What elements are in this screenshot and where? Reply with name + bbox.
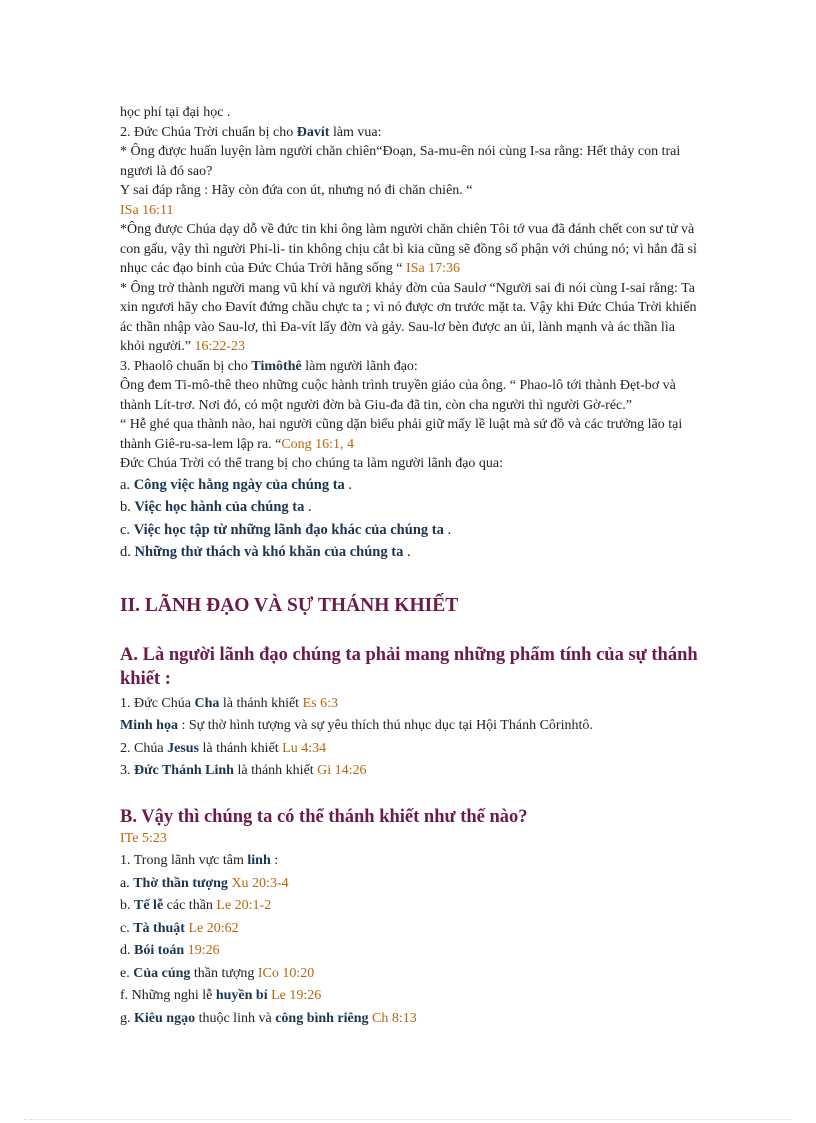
list-intro [120, 851, 700, 871]
name: Cha [194, 695, 220, 711]
scripture-ref: Gi 14:26 [317, 763, 367, 778]
name: Đức Thánh Linh [134, 763, 234, 778]
heading-b: B. Vậy thì chúng ta có thể thánh khiết như thế nào? [120, 806, 528, 827]
illustration-label: Minh họa [120, 718, 178, 733]
name: Thờ thần tượng [133, 875, 228, 891]
name-timothy: Timôthê [251, 358, 302, 374]
footer-divider [24, 1119, 792, 1120]
heading-a: A. Là người lãnh đạo chúng ta phải mang những phẩm tính của sự thánh khiết : [120, 644, 698, 689]
text: c. [120, 920, 134, 936]
text: d. [120, 943, 134, 958]
paragraph: Y sai đáp rằng : Hãy còn đứa con út, nhưng nó đi chăn chiên. “ [120, 183, 473, 198]
name: Tế lễ [134, 898, 164, 913]
text: a. [120, 875, 134, 891]
scripture-ref: ICo 10:20 [257, 965, 315, 981]
option-label: Những thử thách và khó khăn của chúng ta [134, 544, 404, 560]
option-end: . [403, 544, 411, 560]
name: Của cúng [133, 965, 191, 981]
list-item [120, 694, 700, 714]
text: thần tượng [190, 965, 258, 981]
section-title: II. LÃNH ĐẠO VÀ SỰ THÁNH KHIẾT [120, 594, 459, 616]
list-item [120, 986, 700, 1006]
option-letter: c. [120, 521, 134, 538]
name: công bình riêng [275, 1010, 369, 1026]
paragraph: * Ông được huấn luyện làm người chăn chiên“Đoạn, Sa-mu-ên nói cùng I-sa rằng: Hết thảy con trai ngươi là đó sao? [120, 144, 681, 179]
option-a [120, 476, 700, 496]
text: : [270, 853, 279, 868]
list-item [120, 919, 700, 939]
text: làm người lãnh đạo: [301, 358, 418, 374]
paragraph-timothy [120, 357, 700, 377]
option-letter: a. [120, 476, 134, 493]
text: 3. Phaolô chuẩn bị cho [120, 358, 252, 374]
name: huyền bí [215, 988, 268, 1003]
list-item [120, 874, 700, 894]
list-item [120, 941, 700, 961]
paragraph-david [120, 123, 700, 143]
scripture-ref: ITe 5:23 [120, 830, 167, 846]
text: *Ông được Chúa dạy dỗ về đức tin khi ông làm người chăn chiên Tôi tớ vua đã đánh chết con sư tử và con gấu, vậy thì người Phi-li- tin không chịu cắt bì kia cũng sẽ đồng số phận với chúng nó; vì hắn đã sỉ nhục các đạo binh của Đức Chúa Trời hằng sống “ [120, 222, 697, 276]
scripture-ref: Le 20:1-2 [216, 898, 272, 913]
name-david: Đavít [296, 124, 330, 140]
text: g. [120, 1010, 134, 1026]
text: 3. [120, 763, 134, 778]
text: là thánh khiết [233, 763, 318, 778]
option-end: . [443, 521, 452, 538]
paragraph: Đức Chúa Trời có thể trang bị cho chúng ta làm người lãnh đạo qua: [120, 456, 504, 471]
option-label: Việc học tập từ những lãnh đạo khác của chúng ta [133, 521, 444, 538]
illustration [120, 716, 700, 736]
scripture-ref: Lu 4:34 [282, 740, 327, 756]
list-item [120, 896, 700, 916]
text: f. Những nghi lễ [120, 988, 216, 1003]
name: linh [247, 853, 271, 868]
scripture-ref: Xu 20:3-4 [231, 875, 289, 891]
paragraph [120, 220, 700, 279]
option-b [120, 498, 700, 518]
scripture-ref: ISa 17:36 [406, 261, 461, 276]
list-item [120, 761, 700, 781]
list-item [120, 964, 700, 984]
text: thuộc linh và [195, 1010, 276, 1026]
scripture-ref: 16:22-23 [194, 339, 246, 354]
scripture-ref: Ch 8:13 [372, 1010, 417, 1026]
text: * Ông trở thành người mang vũ khí và người khảy đờn của Saulơ “Người sai đi nói cùng I-sai rằng: Ta xin ngươi hãy cho Đavít đứng chầu chực ta ; vì nó được ơn trước mặt ta. Vậy khi Đức Chúa Trời khiến ác thần nhập vào Sau-lơ, thì Đa-vít lấy đờn và gảy. Sau-lơ bèn được an ủi, lành mạnh và ác thần lìa khỏi người.” [120, 280, 697, 354]
text: b. [120, 898, 134, 913]
scripture-ref: Cong 16:1, 4 [281, 436, 355, 452]
paragraph: học phí tại đại học . [120, 105, 231, 120]
text: e. [120, 965, 134, 981]
paragraph [120, 415, 700, 454]
text: 1. Trong lãnh vực tâm [120, 853, 248, 868]
text: 2. Đức Chúa Trời chuẩn bị cho [120, 124, 297, 140]
text: 1. Đức Chúa [120, 695, 195, 711]
scripture-ref: Le 19:26 [271, 988, 322, 1003]
paragraph: Ông đem Ti-mô-thê theo những cuộc hành trình truyền giáo của ông. “ Phao-lô tới thành Đẹt-bơ và thành Lít-trơ. Nơi đó, có một người đờn bà Giu-đa đã tin, còn cha người thì người Gờ-réc.” [120, 378, 676, 413]
name: Jesus [167, 740, 199, 756]
text: làm vua: [329, 124, 382, 140]
text: 2. Chúa [120, 740, 168, 756]
list-item [120, 1009, 700, 1029]
name: Kiêu ngạo [134, 1010, 196, 1026]
document-page [120, 103, 700, 1031]
scripture-ref: Le 20:62 [188, 920, 239, 936]
list-item [120, 739, 700, 759]
option-letter: d. [120, 544, 135, 560]
option-end: . [304, 499, 312, 515]
text: là thánh khiết [219, 695, 303, 711]
scripture-ref: 19:26 [187, 943, 220, 958]
paragraph [120, 279, 700, 357]
option-letter: b. [120, 499, 135, 515]
text: “ Hễ ghé qua thành nào, hai người cũng dặn biểu phải giữ mấy lề luật mà sứ đồ và các trưởng lão tại thành Giê-ru-sa-lem lập ra. “ [120, 417, 683, 452]
name: Tà thuật [133, 920, 185, 936]
text: các thần [163, 898, 217, 913]
option-end: . [344, 476, 353, 493]
name: Bói toán [134, 943, 185, 958]
text: là thánh khiết [198, 740, 283, 756]
option-label: Việc học hành của chúng ta [134, 499, 305, 515]
scripture-ref: ISa 16:11 [120, 202, 174, 218]
scripture-ref: Es 6:3 [302, 695, 338, 711]
text: : Sự thờ hình tượng và sự yêu thích thú nhục dục tại Hội Thánh Côrinhtô. [177, 718, 593, 733]
option-label: Công việc hằng ngày của chúng ta [133, 476, 345, 493]
option-c [120, 521, 700, 541]
option-d [120, 543, 700, 563]
